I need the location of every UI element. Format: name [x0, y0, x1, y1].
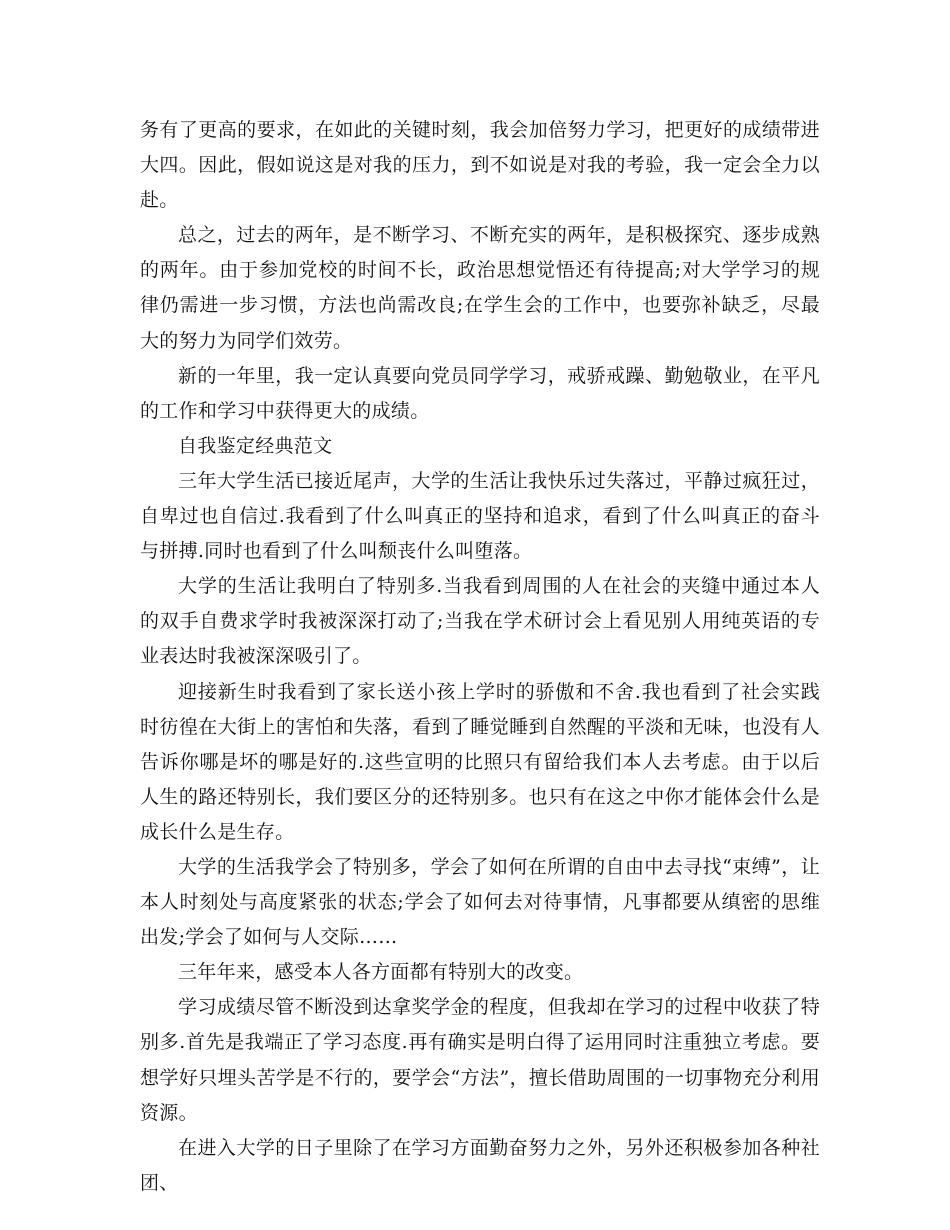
- paragraph-7: 迎接新生时我看到了家长送小孩上学时的骄傲和不舍.我也看到了社会实践时彷徨在大街上的害怕和失落，看到了睡觉睡到自然醒的平淡和无味，也没有人告诉你哪是坏的哪是好的.这些宣明的比照只有留给我们本人去考虑。由于以后人生的路还特别长，我们要区分的还特别多。也只有在这之中你才能体会什么是成长什么是生存。: [140, 680, 820, 843]
- paragraph-6: 大学的生活让我明白了特别多.当我看到周围的人在社会的夹缝中通过本人的双手自费求学时我被深深打动了;当我在学术研讨会上看见别人用纯英语的专业表达时我被深深吸引了。: [140, 575, 820, 668]
- paragraph-5: 三年大学生活已接近尾声，大学的生活让我快乐过失落过，平静过疯狂过，自卑过也自信过.我看到了什么叫真正的坚持和追求，看到了什么叫真正的奋斗与拼搏.同时也看到了什么叫颓丧什么叫堕落。: [140, 469, 820, 563]
- paragraph-9: 三年年来，感受本人各方面都有特别大的改变。: [178, 961, 584, 984]
- section-heading: 自我鉴定经典范文: [178, 434, 333, 457]
- paragraph-8: 大学的生活我学会了特别多，学会了如何在所谓的自由中去寻找“束缚”，让本人时刻处与高度紧张的状态;学会了如何去对待事情，凡事都要从缜密的思维出发;学会了如何与人交际……: [140, 855, 820, 949]
- paragraph-3: 新的一年里，我一定认真要向党员同学学习，戒骄戒躁、勤勉敬业，在平凡的工作和学习中获得更大的成绩。: [140, 364, 820, 422]
- paragraph-2: 总之，过去的两年，是不断学习、不断充实的两年，是积极探究、逐步成熟的两年。由于参加党校的时间不长，政治思想觉悟还有待提高;对大学学习的规律仍需进一步习惯，方法也尚需改良;在学生会的工作中，也要弥补缺乏，尽最大的努力为同学们效劳。: [140, 224, 820, 352]
- paragraph-11: 在进入大学的日子里除了在学习方面勤奋努力之外，另外还积极参加各种社团、: [140, 1136, 820, 1194]
- paragraph-10: 学习成绩尽管不断没到达拿奖学金的程度，但我却在学习的过程中收获了特别多.首先是我端正了学习态度.再有确实是明白得了运用同时注重独立考虑。要想学好只埋头苦学是不行的，要学会“方法”，擅长借助周围的一切事物充分利用资源。: [140, 996, 820, 1124]
- paragraph-1: 务有了更高的要求，在如此的关键时刻，我会加倍努力学习，把更好的成绩带进大四。因此，假如说这是对我的压力，到不如说是对我的考验，我一定会全力以赴。: [140, 119, 820, 212]
- document-body: [140, 113, 820, 1201]
